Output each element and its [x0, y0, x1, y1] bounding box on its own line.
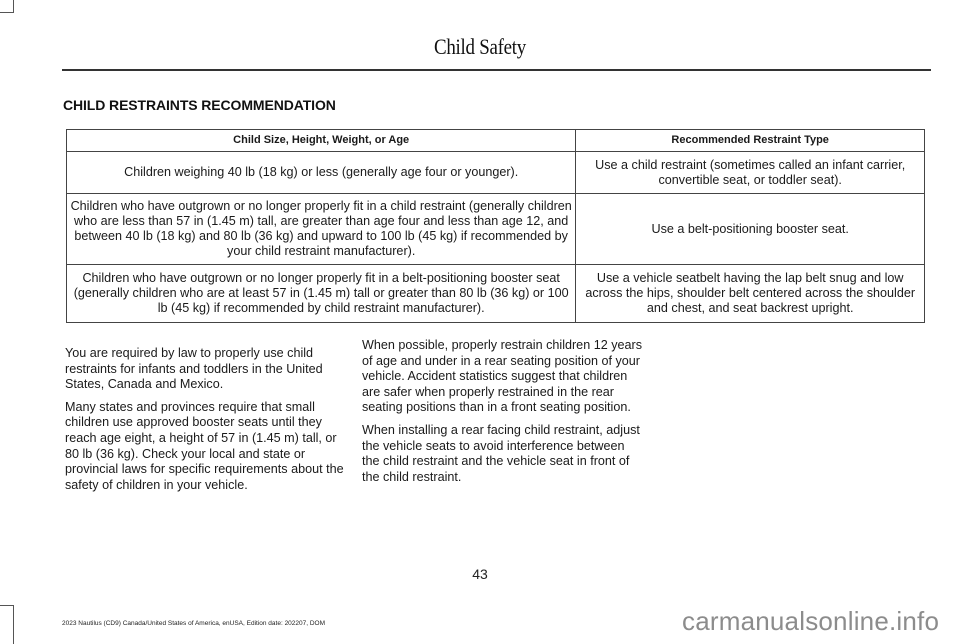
table-header-row — [67, 130, 925, 152]
cell-child-size: Children who have outgrown or no longer properly fit in a belt-positioning booster seat (generally children who are at least 57 in (1.45 m) tall or greater than 80 lb (36 kg) or 100 lb (45 kg) if recommended by child restraint manufacturer). — [67, 265, 576, 323]
paragraph-booster-laws: Many states and provinces require that small children use approved booster seats until they reach age eight, a height of 57 in (1.45 m) tall, or 80 lb (36 kg). Check your local and state or provincial laws for specific requirements about the safety of children in your vehicle. — [65, 399, 344, 492]
body-column-right — [362, 338, 642, 492]
cell-restraint-type: Use a vehicle seatbelt having the lap belt snug and low across the hips, shoulder belt centered across the shoulder and chest, and seat backrest upright. — [576, 265, 925, 323]
crop-mark-bottom-left — [0, 605, 14, 644]
page-number: 43 — [472, 566, 488, 582]
paragraph-rear-facing-install: When installing a rear facing child restraint, adjust the vehicle seats to avoid interference between the child restraint and the vehicle seat in front of the child restraint. — [362, 422, 640, 484]
crop-mark-top-left — [0, 0, 14, 13]
table-row — [67, 265, 925, 323]
cell-restraint-type: Use a child restraint (sometimes called an infant carrier, convertible seat, or toddler seat). — [576, 152, 925, 194]
child-restraints-table — [66, 129, 925, 323]
section-heading: CHILD RESTRAINTS RECOMMENDATION — [63, 97, 336, 113]
paragraph-law-requirement: You are required by law to properly use child restraints for infants and toddlers in the United States, Canada and Mexico. — [65, 346, 323, 392]
table-row — [67, 194, 925, 265]
cell-restraint-type: Use a belt-positioning booster seat. — [576, 194, 925, 265]
footer-edition-info: 2023 Nautilus (CD9) Canada/United States of America, enUSA, Edition date: 202207, DOM — [62, 620, 326, 627]
paragraph-rear-seating: When possible, properly restrain children 12 years of age and under in a rear seating position of your vehicle. Accident statistics suggest that children are safer when properly restrained in the rear seating positions than in a front seating position. — [362, 338, 642, 415]
header-divider — [62, 69, 931, 71]
cell-child-size: Children who have outgrown or no longer properly fit in a child restraint (generally children who are less than 57 in (1.45 m) tall, are greater than age four and less than age 12, and between 40 lb (18 kg) and 80 lb (36 kg) and upward to 100 lb (45 kg) if recommended by your child restraint manufacturer). — [67, 194, 576, 265]
body-column-left — [65, 346, 345, 500]
cell-child-size: Children weighing 40 lb (18 kg) or less (generally age four or younger). — [67, 152, 576, 194]
table-row — [67, 152, 925, 194]
watermark: carmanualsonline.info — [682, 606, 940, 636]
column-header-child-size: Child Size, Height, Weight, or Age — [67, 130, 576, 152]
column-header-restraint-type: Recommended Restraint Type — [576, 130, 925, 152]
page-header-title: Child Safety — [433, 34, 527, 59]
